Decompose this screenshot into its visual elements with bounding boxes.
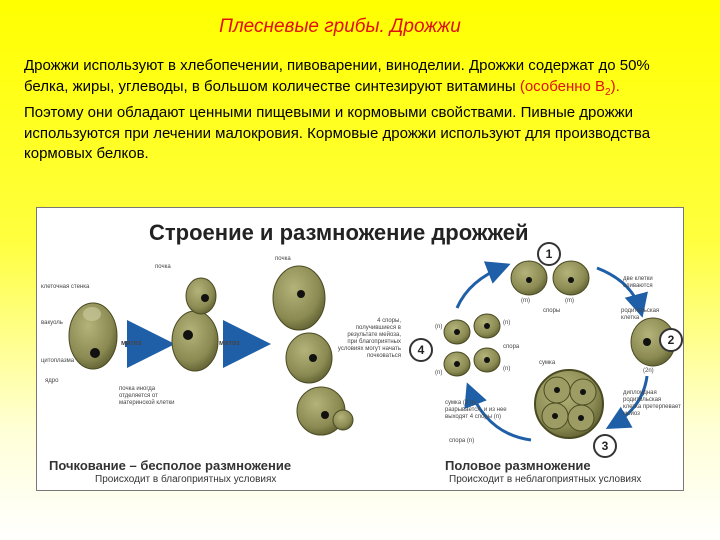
label-spore-n: спора (n) [449, 438, 475, 444]
label-spore: спора [503, 344, 520, 350]
label-spores: споры [543, 308, 561, 314]
highlight-end: ). [610, 77, 620, 95]
left-caption: Почкование – бесполое размножение [49, 458, 292, 473]
label-parent-cell: родительская клетка [621, 308, 660, 321]
ploidy-label-7: (2n) [643, 368, 654, 374]
mitosis-label-2: митоз [219, 340, 240, 347]
budding-cell-2 [172, 278, 218, 371]
highlight-subscript: 2 [605, 86, 611, 98]
ploidy-label-6: (n) [503, 366, 511, 372]
label-ascus: сумка [539, 360, 556, 366]
ploidy-label-1: (m) [521, 298, 530, 304]
cycle-stage-3-ascus [535, 370, 603, 438]
cycle-number-3: 3 [593, 434, 617, 458]
label-meiosis: диплоидная родительская клетка претерпевает мейоз [623, 390, 681, 417]
left-subcaption: Происходит в благоприятных условиях [95, 474, 277, 485]
highlight-text: (особенно B [519, 77, 606, 95]
cycle-number-2: 2 [659, 328, 683, 352]
cycle-number-1: 1 [537, 242, 561, 266]
slide-title: Плесневые грибы. Дрожжи [219, 16, 461, 37]
ploidy-label-2: (m) [565, 298, 574, 304]
ploidy-label-5: (n) [435, 370, 443, 376]
ploidy-label-4: (n) [503, 320, 511, 326]
label-bud-2: почка [275, 256, 291, 262]
cycle-stage-4-spores [444, 314, 500, 376]
mother-cell-1 [69, 303, 117, 369]
figure-title: Строение и размножение дрожжей [149, 220, 529, 245]
ploidy-label-3: (n) [435, 324, 443, 330]
label-vacuole: вакуоль [41, 320, 63, 326]
cycle-stage-1 [511, 261, 589, 295]
label-nucleus: ядро [45, 378, 59, 384]
label-cytoplasm: цитоплазма [41, 358, 75, 364]
label-bud-separates: почка иногда отделяется от материнской клетки [119, 386, 175, 406]
body-paragraph [24, 56, 664, 165]
yeast-figure [36, 207, 684, 491]
mitosis-label-1: митоз [121, 340, 142, 347]
paragraph-highlight [519, 77, 620, 98]
spore-note: 4 споры, получившиеся в результате мейоза, при благоприятных условиях могут начать почковаться [337, 318, 401, 359]
cycle-number-4: 4 [409, 338, 433, 362]
paragraph-part2: Поэтому они обладают ценными пищевыми и кормовыми свойствами. Пивные дрожжи используются при лечении малокровия. Кормовые дрожжи используют для производства кормовых белков. [24, 104, 651, 162]
label-bud: почка [155, 264, 171, 270]
right-subcaption: Происходит в неблагоприятных условиях [449, 474, 642, 485]
right-caption: Половое размножение [445, 458, 591, 473]
paragraph-part1: Дрожжи используют в хлебопечении, пивоварении, виноделии. Дрожжи содержат до 50% белка, жиры, углеводы, в большом количестве синтезируют витамины [24, 57, 650, 95]
label-cell-wall: клеточная стенка [41, 284, 90, 290]
label-ascus-bursts: сумка (2 n) разрывается, и из нее выходят 4 споры (n) [445, 400, 507, 420]
label-two-cells-fuse: две клетки сливаются [623, 276, 653, 289]
